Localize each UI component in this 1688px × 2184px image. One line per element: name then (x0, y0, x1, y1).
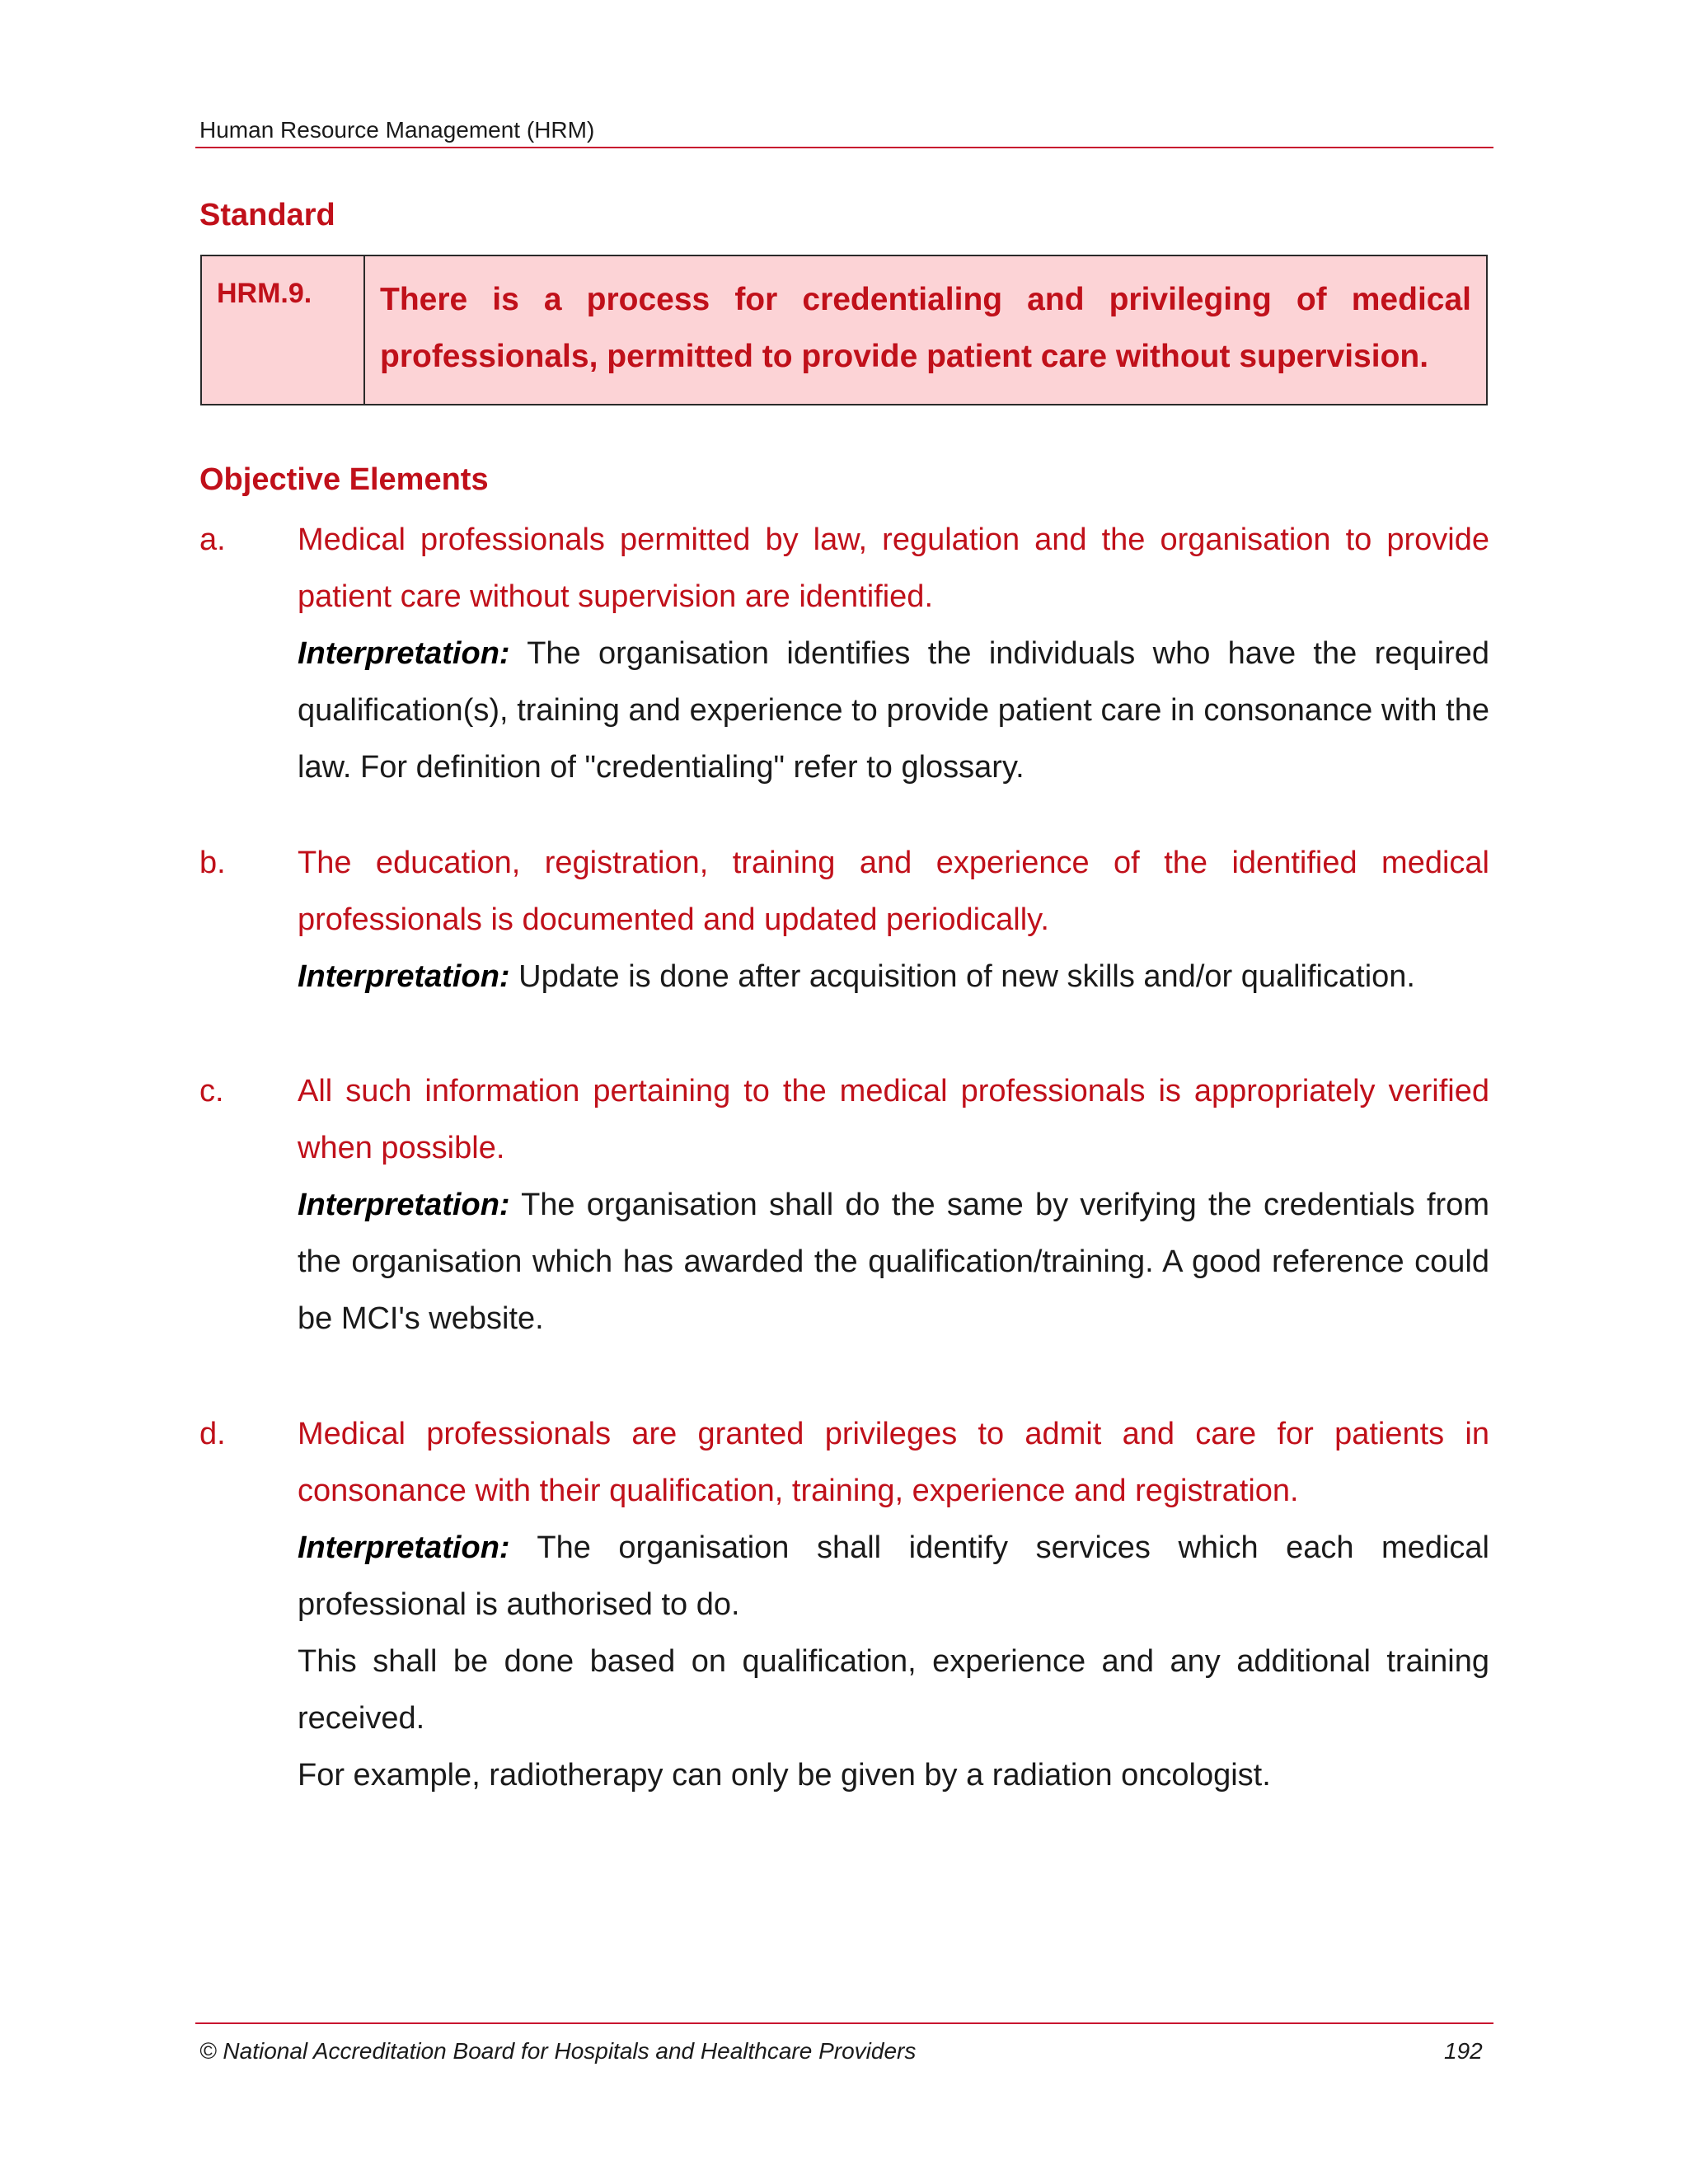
footer-divider (195, 2022, 1493, 2024)
standard-code: HRM.9. (202, 256, 365, 404)
objective-element-a (199, 512, 1489, 796)
objective-element-c (199, 1063, 1489, 1347)
interpretation-example: For example, radiotherapy can only be given by a radiation oncologist. (298, 1758, 1271, 1793)
header-divider (195, 147, 1493, 148)
interpretation-text: Update is done after acquisition of new skills and/or qualification. (509, 959, 1415, 994)
objective-element-d (199, 1406, 1489, 1804)
footer-copyright: © National Accreditation Board for Hospitals and Healthcare Providers (199, 2038, 917, 2064)
interpretation (298, 1177, 1489, 1347)
interpretation-text: The organisation shall do the same by verifying the credentials from the organisation which has awarded the qualification/training. A good reference could be MCI's website. (298, 1188, 1489, 1336)
interpretation-label: Interpretation: (298, 959, 510, 994)
standard-heading: Standard (199, 198, 335, 232)
interpretation (298, 949, 1489, 1005)
interpretation-text: The organisation shall identify services which each medical professional is authorised to do. (298, 1530, 1489, 1622)
standard-text: There is a process for credentialing and privileging of medical professionals, permitted to provide patient care without supervision. (380, 282, 1471, 374)
page-number: 192 (1444, 2038, 1483, 2064)
item-body (298, 1406, 1489, 1804)
interpretation-extra: This shall be done based on qualification, experience and any additional training received. (298, 1644, 1489, 1736)
running-header: Human Resource Management (HRM) (199, 117, 595, 143)
objective-element-b (199, 835, 1489, 1005)
interpretation (298, 1520, 1489, 1633)
standard-box (200, 255, 1488, 405)
interpretation (298, 626, 1489, 796)
item-letter: b. (199, 846, 226, 880)
item-body (298, 512, 1489, 796)
item-body (298, 835, 1489, 1005)
item-letter: d. (199, 1417, 226, 1451)
item-letter: a. (199, 523, 226, 557)
item-title: Medical professionals permitted by law, regulation and the organisation to provide patient care without supervision are identified. (298, 523, 1489, 614)
interpretation-text: The organisation identifies the individuals who have the required qualification(s), training and experience to provide patient care in consonance with the law. For definition of "credentialing" refer to glossary. (298, 636, 1489, 785)
item-title: All such information pertaining to the medical professionals is appropriately verified when possible. (298, 1074, 1489, 1165)
interpretation-label: Interpretation: (298, 636, 510, 671)
item-letter: c. (199, 1074, 224, 1108)
item-body (298, 1063, 1489, 1347)
objective-elements-heading: Objective Elements (199, 462, 489, 497)
item-title: Medical professionals are granted privileges to admit and care for patients in consonance with their qualification, training, experience and registration. (298, 1417, 1489, 1508)
interpretation-label: Interpretation: (298, 1530, 510, 1565)
item-title: The education, registration, training and experience of the identified medical professionals is documented and updated periodically. (298, 846, 1489, 937)
interpretation-label: Interpretation: (298, 1188, 510, 1222)
